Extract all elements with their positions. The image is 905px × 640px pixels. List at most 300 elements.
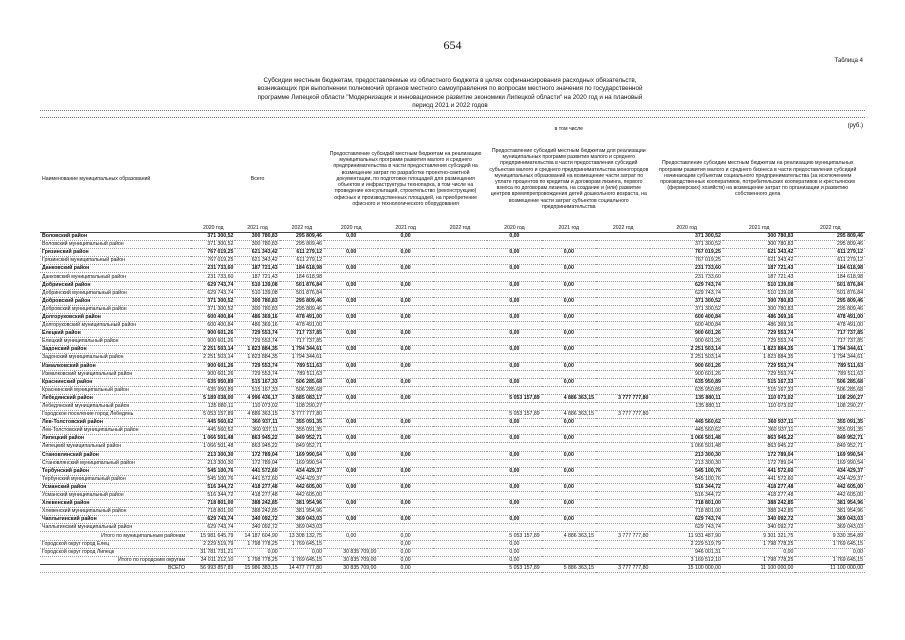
header-group-monotowns: Предоставление субсидий местным бюджетам для реализации муниципальных программ развития малого и среднего предпринимательства в части предоставления субсидий субъектам малого и среднего предпринимательства моногородов муниципальных образований на возмещение части затрат по уплате процентов по кредитам и договорам лизинга, первого взноса по договорам лизинга, на создание и (или) развитие центров времяпрепровождения детей дошкольного возраста, на возмещение части затрат субъектов социального предпринимательства: [489, 147, 649, 210]
value-cell: [433, 483, 487, 491]
value-cell: 0,00: [487, 233, 541, 241]
value-cell: [596, 297, 650, 305]
value-cell: 360 937,11: [723, 419, 796, 427]
value-cell: 135 880,11: [650, 402, 723, 410]
value-cell: [596, 289, 650, 297]
value-cell: [596, 524, 650, 532]
value-cell: 108 290,27: [280, 402, 324, 410]
value-cell: [596, 435, 650, 443]
value-cell: 355 091,35: [795, 419, 865, 427]
value-cell: 3 885 083,17: [280, 394, 324, 402]
value-cell: 1 769 645,15: [795, 556, 865, 564]
table-row: [40, 475, 865, 483]
value-cell: [596, 313, 650, 321]
value-cell: 0,00: [487, 265, 541, 273]
value-cell: 0,00: [378, 564, 432, 572]
value-cell: 849 952,71: [280, 435, 324, 443]
value-cell: [324, 305, 378, 313]
value-cell: 135 880,11: [650, 394, 723, 402]
divider: [40, 110, 865, 111]
value-cell: [433, 322, 487, 330]
value-cell: [542, 257, 596, 265]
value-cell: [596, 362, 650, 370]
title-line: возникающих при выполнении полномочий органов местного самоуправления по вопросам местного значения по государственной: [257, 85, 643, 93]
value-cell: 184 618,98: [795, 265, 865, 273]
value-cell: [433, 249, 487, 257]
year-header: 2021 год: [542, 225, 596, 233]
value-cell: [487, 475, 541, 483]
value-cell: 360 937,11: [235, 427, 279, 435]
value-cell: 0,00: [487, 467, 541, 475]
value-cell: 1 823 884,35: [235, 346, 279, 354]
value-cell: 0,00: [324, 281, 378, 289]
value-cell: [542, 492, 596, 500]
value-cell: 635 950,89: [650, 378, 723, 386]
value-cell: 718 801,00: [191, 508, 235, 516]
value-cell: 900 601,26: [650, 338, 723, 346]
value-cell: 13 308 132,75: [280, 532, 324, 540]
value-cell: 231 733,60: [650, 265, 723, 273]
value-cell: 767 019,25: [650, 249, 723, 257]
value-cell: 0,00: [324, 532, 378, 540]
table-row: [40, 394, 865, 402]
municipality-name-cell: Грязинский район: [40, 249, 191, 257]
municipality-name-cell: Воловский район: [40, 233, 191, 241]
table-row: [40, 386, 865, 394]
value-cell: 510 139,08: [235, 289, 279, 297]
value-cell: 900 601,26: [191, 362, 235, 370]
value-cell: 515 167,33: [723, 378, 796, 386]
value-cell: [324, 257, 378, 265]
value-cell: 1 769 645,15: [280, 540, 324, 548]
value-cell: 0,00: [378, 394, 432, 402]
value-cell: 169 990,54: [795, 451, 865, 459]
value-cell: 767 019,25: [650, 257, 723, 265]
value-cell: [378, 322, 432, 330]
table-row: [40, 467, 865, 475]
value-cell: 600 400,84: [191, 322, 235, 330]
value-cell: 729 553,74: [235, 370, 279, 378]
value-cell: 2 251 503,14: [650, 354, 723, 362]
value-cell: 718 801,00: [650, 500, 723, 508]
value-cell: 0,00: [324, 362, 378, 370]
value-cell: 300 780,83: [235, 241, 279, 249]
value-cell: 0,00: [378, 548, 432, 556]
municipality-name-cell: Хлевенский район: [40, 500, 191, 508]
value-cell: [542, 273, 596, 281]
value-cell: [596, 370, 650, 378]
value-cell: [433, 508, 487, 516]
value-cell: 545 100,76: [650, 475, 723, 483]
municipality-name-cell: Долгоруковский район: [40, 313, 191, 321]
table-row: [40, 443, 865, 451]
value-cell: 434 429,37: [795, 467, 865, 475]
value-cell: 442 605,00: [280, 492, 324, 500]
value-cell: 635 950,89: [191, 378, 235, 386]
value-cell: [433, 241, 487, 249]
value-cell: 486 369,16: [235, 313, 279, 321]
value-cell: [487, 338, 541, 346]
value-cell: 184 618,98: [280, 265, 324, 273]
value-cell: 15 100 000,00: [650, 564, 723, 572]
value-cell: 0,00: [324, 483, 378, 491]
value-cell: 1 798 778,25: [723, 556, 796, 564]
value-cell: [596, 330, 650, 338]
value-cell: 1 823 884,35: [723, 354, 796, 362]
municipality-name-cell: Задонский муниципальный район: [40, 354, 191, 362]
value-cell: 611 279,12: [280, 257, 324, 265]
value-cell: [596, 402, 650, 410]
value-cell: 371 300,52: [191, 305, 235, 313]
value-cell: [324, 508, 378, 516]
value-cell: [378, 508, 432, 516]
value-cell: [433, 265, 487, 273]
value-cell: [378, 305, 432, 313]
value-cell: 0,00: [487, 556, 541, 564]
table-row: [40, 483, 865, 491]
value-cell: [542, 322, 596, 330]
value-cell: 110 073,02: [723, 402, 796, 410]
value-cell: 0,00: [487, 483, 541, 491]
value-cell: [378, 257, 432, 265]
value-cell: [596, 492, 650, 500]
value-cell: 0,00: [378, 281, 432, 289]
value-cell: 0,00: [378, 540, 432, 548]
value-cell: 0,00: [542, 378, 596, 386]
value-cell: 295 809,46: [795, 241, 865, 249]
value-cell: 506 285,68: [795, 378, 865, 386]
document-title: [185, 77, 715, 111]
value-cell: [596, 257, 650, 265]
value-cell: 3 777 777,80: [596, 564, 650, 572]
value-cell: 635 950,89: [650, 386, 723, 394]
value-cell: 445 560,62: [191, 419, 235, 427]
table-row: [40, 257, 865, 265]
value-cell: 635 950,89: [191, 386, 235, 394]
value-cell: [795, 411, 865, 419]
value-cell: 135 880,11: [191, 402, 235, 410]
value-cell: 371 300,52: [191, 233, 235, 241]
value-cell: [433, 451, 487, 459]
value-cell: [433, 516, 487, 524]
value-cell: 355 091,35: [280, 419, 324, 427]
value-cell: 629 743,74: [191, 281, 235, 289]
value-cell: 213 300,30: [191, 451, 235, 459]
value-cell: 0,00: [378, 362, 432, 370]
municipality-name-cell: Усманский муниципальный район: [40, 492, 191, 500]
municipality-name-cell: Данковский муниципальный район: [40, 273, 191, 281]
value-cell: 2 229 519,79: [191, 540, 235, 548]
value-cell: [596, 556, 650, 564]
value-cell: 0,00: [324, 467, 378, 475]
value-cell: 295 809,46: [795, 297, 865, 305]
value-cell: 600 400,84: [650, 322, 723, 330]
value-cell: 0,00: [542, 451, 596, 459]
value-cell: [378, 241, 432, 249]
value-cell: 442 605,00: [795, 483, 865, 491]
value-cell: 863 945,22: [723, 443, 796, 451]
value-cell: [487, 459, 541, 467]
subsidy-table: [40, 126, 865, 573]
value-cell: [487, 492, 541, 500]
municipality-name-cell: Лев-Толстовский район: [40, 419, 191, 427]
value-cell: [596, 322, 650, 330]
value-cell: 340 092,72: [723, 524, 796, 532]
value-cell: 445 560,62: [650, 427, 723, 435]
value-cell: 340 092,72: [235, 524, 279, 532]
value-cell: 0,00: [487, 500, 541, 508]
value-cell: 717 737,85: [795, 330, 865, 338]
value-cell: 789 511,63: [280, 370, 324, 378]
municipality-name-cell: Липецкий район: [40, 435, 191, 443]
value-cell: [487, 322, 541, 330]
value-cell: 717 737,85: [795, 338, 865, 346]
table-row: [40, 249, 865, 257]
value-cell: [596, 386, 650, 394]
value-cell: 213 300,30: [650, 459, 723, 467]
value-cell: [324, 354, 378, 362]
value-cell: 14 187 604,90: [235, 532, 279, 540]
value-cell: 900 601,26: [650, 330, 723, 338]
value-cell: [542, 402, 596, 410]
value-cell: [596, 443, 650, 451]
table-row: [40, 338, 865, 346]
value-cell: 0,00: [542, 297, 596, 305]
value-cell: 729 553,74: [723, 338, 796, 346]
value-cell: 789 511,63: [795, 362, 865, 370]
value-cell: 388 242,85: [723, 508, 796, 516]
value-cell: [324, 443, 378, 451]
table-row: [40, 508, 865, 516]
value-cell: 1 066 501,48: [650, 443, 723, 451]
value-cell: [324, 402, 378, 410]
value-cell: 600 400,84: [650, 313, 723, 321]
value-cell: [596, 249, 650, 257]
value-cell: [542, 386, 596, 394]
value-cell: [596, 451, 650, 459]
value-cell: [650, 411, 723, 419]
value-cell: 381 954,96: [280, 508, 324, 516]
value-cell: 0,00: [542, 313, 596, 321]
value-cell: 611 279,12: [795, 257, 865, 265]
value-cell: 0,00: [280, 548, 324, 556]
value-cell: [487, 257, 541, 265]
municipality-name-cell: Усманский район: [40, 483, 191, 491]
value-cell: 718 801,00: [650, 508, 723, 516]
value-cell: 213 300,30: [650, 451, 723, 459]
value-cell: 900 601,26: [650, 362, 723, 370]
value-cell: 442 605,00: [795, 492, 865, 500]
value-cell: 295 809,46: [795, 305, 865, 313]
value-cell: 0,00: [542, 346, 596, 354]
value-cell: [433, 564, 487, 572]
title-line: период 2021 и 2022 годов: [412, 102, 488, 110]
value-cell: 1 066 501,48: [650, 435, 723, 443]
value-cell: 506 285,68: [280, 386, 324, 394]
value-cell: 1 769 645,15: [795, 540, 865, 548]
table-row: [40, 492, 865, 500]
value-cell: 506 285,68: [280, 378, 324, 386]
municipality-name-cell: Елецкий район: [40, 330, 191, 338]
value-cell: 478 491,00: [280, 322, 324, 330]
value-cell: [487, 305, 541, 313]
value-cell: 187 721,43: [235, 273, 279, 281]
value-cell: 295 809,46: [280, 241, 324, 249]
municipality-name-cell: Чаплыгинский муниципальный район: [40, 524, 191, 532]
value-cell: 849 952,71: [280, 443, 324, 451]
value-cell: 418 277,48: [723, 492, 796, 500]
value-cell: 1 794 344,61: [795, 354, 865, 362]
value-cell: 510 139,08: [235, 281, 279, 289]
value-cell: 0,00: [487, 313, 541, 321]
value-cell: 545 100,76: [191, 467, 235, 475]
value-cell: [596, 241, 650, 249]
year-header: 2020 год: [487, 225, 541, 233]
value-cell: 355 091,35: [280, 427, 324, 435]
value-cell: [542, 508, 596, 516]
table-row: [40, 459, 865, 467]
value-cell: 169 990,54: [280, 451, 324, 459]
year-header: 2020 год: [324, 225, 378, 233]
value-cell: [542, 338, 596, 346]
value-cell: [596, 273, 650, 281]
value-cell: [596, 378, 650, 386]
value-cell: 418 277,48: [235, 492, 279, 500]
value-cell: [596, 508, 650, 516]
year-header: 2022 год: [596, 225, 650, 233]
value-cell: [378, 370, 432, 378]
value-cell: 441 572,60: [723, 467, 796, 475]
value-cell: [487, 402, 541, 410]
value-cell: 184 618,98: [280, 273, 324, 281]
municipality-name-cell: Краснинский муниципальный район: [40, 386, 191, 394]
value-cell: [542, 475, 596, 483]
title-line: программе Липецкой области "Модернизация и инновационное развитие экономики Липецкой области" на 2020 год и на плановый: [257, 93, 643, 101]
municipality-name-cell: Липецкий муниципальный район: [40, 443, 191, 451]
value-cell: 629 743,74: [191, 289, 235, 297]
value-cell: [433, 540, 487, 548]
value-cell: 0,00: [324, 516, 378, 524]
value-cell: 5 189 038,00: [191, 394, 235, 402]
value-cell: 0,00: [324, 265, 378, 273]
value-cell: 5 053 157,89: [191, 411, 235, 419]
value-cell: 516 344,72: [650, 483, 723, 491]
year-header: 2022 год: [433, 225, 487, 233]
value-cell: 478 491,00: [795, 313, 865, 321]
value-cell: 0,00: [542, 362, 596, 370]
value-cell: 767 019,25: [191, 249, 235, 257]
municipality-name-cell: Тербунский район: [40, 467, 191, 475]
unit-label: (руб.): [847, 123, 863, 129]
value-cell: 1 066 501,48: [191, 443, 235, 451]
value-cell: 445 560,62: [650, 419, 723, 427]
value-cell: 360 937,11: [235, 419, 279, 427]
value-cell: 0,00: [378, 313, 432, 321]
table-row: [40, 435, 865, 443]
value-cell: 4 996 436,17: [235, 394, 279, 402]
value-cell: 295 809,46: [280, 305, 324, 313]
value-cell: 300 780,83: [723, 241, 796, 249]
value-cell: [433, 402, 487, 410]
value-cell: 2 229 519,79: [650, 540, 723, 548]
value-cell: 0,00: [487, 419, 541, 427]
value-cell: [433, 370, 487, 378]
value-cell: [433, 524, 487, 532]
value-cell: 0,00: [542, 249, 596, 257]
table-row: [40, 378, 865, 386]
municipality-name-cell: Чаплыгинский район: [40, 516, 191, 524]
value-cell: 0,00: [324, 346, 378, 354]
value-cell: [433, 548, 487, 556]
value-cell: 0,00: [542, 330, 596, 338]
municipality-name-cell: Лебедянский район: [40, 394, 191, 402]
value-cell: [324, 370, 378, 378]
value-cell: [596, 338, 650, 346]
value-cell: 388 242,85: [723, 500, 796, 508]
value-cell: 369 043,03: [280, 524, 324, 532]
value-cell: 4 886 363,15: [542, 532, 596, 540]
value-cell: 169 990,54: [795, 459, 865, 467]
value-cell: 0,00: [487, 362, 541, 370]
value-cell: 0,00: [487, 548, 541, 556]
value-cell: 371 300,52: [650, 233, 723, 241]
value-cell: 110 073,02: [235, 402, 279, 410]
value-cell: 510 139,08: [723, 281, 796, 289]
value-cell: [324, 540, 378, 548]
municipality-name-cell: Хлевенский муниципальный район: [40, 508, 191, 516]
value-cell: 0,00: [378, 265, 432, 273]
table-row: [40, 346, 865, 354]
value-cell: [378, 492, 432, 500]
value-cell: 0,00: [324, 394, 378, 402]
value-cell: 434 429,37: [280, 475, 324, 483]
table-body: [40, 233, 865, 573]
table-row: [40, 297, 865, 305]
value-cell: [378, 443, 432, 451]
municipality-name-cell: Елецкий муниципальный район: [40, 338, 191, 346]
value-cell: 4 886 363,15: [542, 394, 596, 402]
table-row: [40, 370, 865, 378]
value-cell: [487, 386, 541, 394]
value-cell: 0,00: [324, 330, 378, 338]
table-header: [40, 126, 865, 233]
value-cell: [433, 313, 487, 321]
value-cell: [596, 265, 650, 273]
table-row: [40, 516, 865, 524]
value-cell: [542, 540, 596, 548]
value-cell: 611 279,12: [795, 249, 865, 257]
value-cell: 11 931 487,90: [650, 532, 723, 540]
municipality-name-cell: Лебедянский муниципальный район: [40, 402, 191, 410]
value-cell: 717 737,85: [280, 338, 324, 346]
value-cell: [487, 370, 541, 378]
value-cell: [378, 289, 432, 297]
municipality-name-cell: Долгоруковский муниципальный район: [40, 322, 191, 330]
value-cell: [542, 427, 596, 435]
value-cell: 849 952,71: [795, 443, 865, 451]
value-cell: 767 019,25: [191, 257, 235, 265]
value-cell: 0,00: [487, 435, 541, 443]
value-cell: 187 721,43: [723, 273, 796, 281]
value-cell: 3 169 512,10: [650, 556, 723, 564]
municipality-name-cell: Добринский район: [40, 281, 191, 289]
value-cell: [433, 289, 487, 297]
value-cell: 0,00: [324, 297, 378, 305]
year-header: 2020 год: [650, 225, 723, 233]
value-cell: [324, 524, 378, 532]
value-cell: 0,00: [542, 467, 596, 475]
value-cell: [542, 443, 596, 451]
